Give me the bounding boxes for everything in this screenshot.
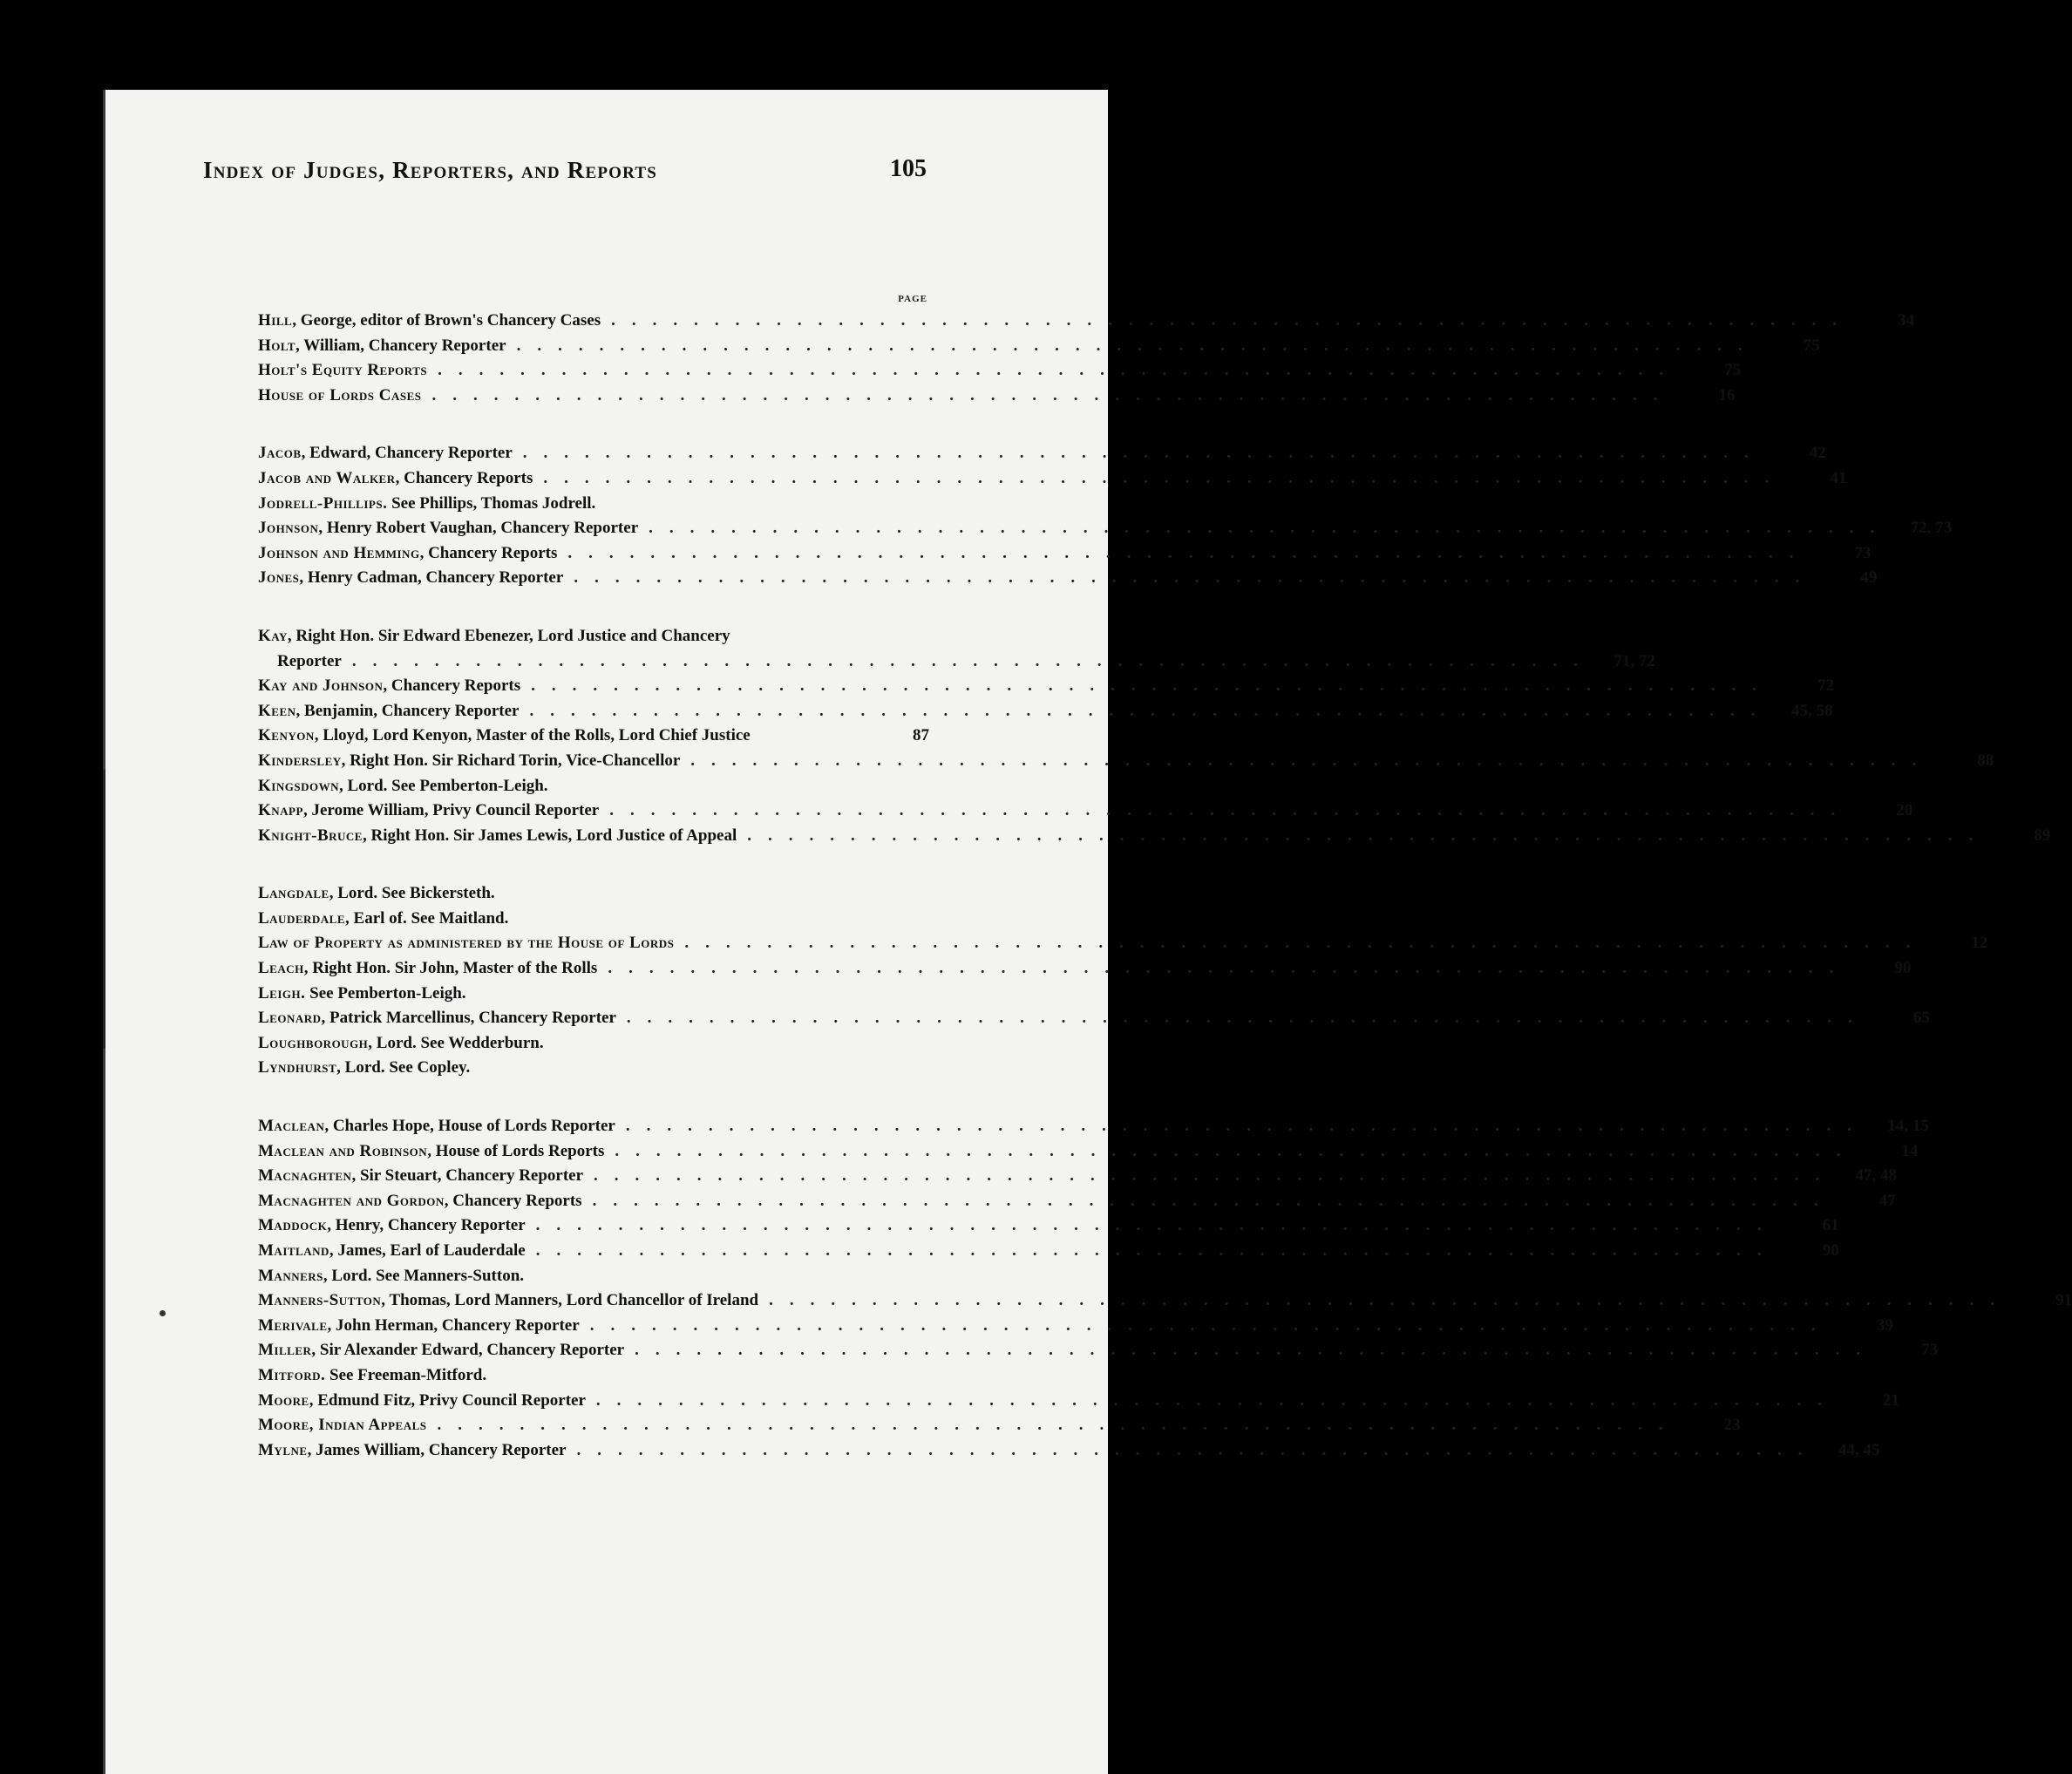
dot-leader: ............................................................ (769, 1291, 2012, 1310)
index-entry (258, 1031, 929, 1057)
index-entry (258, 674, 1835, 699)
entry-name: Kenyon (258, 726, 315, 745)
entry-name: Kay and Johnson (258, 676, 384, 696)
entry-description: , Sir Steuart, Chancery Reporter (351, 1166, 584, 1186)
entry-description: See Pemberton-Leigh. (305, 983, 466, 1003)
entry-text (258, 466, 533, 492)
entry-page: 47, 48 (1855, 1166, 1898, 1186)
entry-name: Knight-Bruce (258, 826, 363, 845)
dot-leader: ............................................................ (516, 336, 1759, 355)
entry-text (258, 309, 601, 334)
index-entry (258, 1338, 1939, 1363)
entry-description: , Henry Robert Vaughan, Chancery Reporter (318, 519, 639, 538)
index-entry (258, 1389, 1899, 1414)
index-group-h (258, 309, 1915, 408)
entry-name: Kay (258, 626, 288, 645)
running-header (203, 150, 927, 199)
entry-name: Keen (258, 701, 296, 720)
entry-page: 71, 72 (1613, 651, 1655, 670)
entry-name: Leigh. (258, 983, 306, 1003)
dot-leader: ............................................................ (535, 1216, 1778, 1235)
margin-dot (160, 1310, 166, 1316)
index-entry (258, 1189, 1896, 1214)
entry-name: Jacob (258, 444, 302, 463)
entry-text (258, 956, 597, 982)
index-entry (258, 516, 1953, 541)
entry-page: 90 (1822, 1241, 1839, 1260)
entry-description: , Jerome William, Privy Council Reporter (302, 801, 600, 820)
entry-text (258, 1264, 524, 1289)
entry-name: Manners-Sutton (258, 1291, 382, 1310)
dot-leader: ............................................................ (589, 1315, 1832, 1335)
index-entry (258, 1264, 929, 1289)
entry-name: Law of Property as administered by the House of Lords (258, 934, 675, 953)
entry-page: 90 (1894, 959, 1912, 978)
entry-name: Leonard (258, 1009, 322, 1028)
entry-page: 65 (1912, 1009, 1930, 1028)
index-entry (258, 1239, 1839, 1264)
index-entry (258, 881, 929, 907)
entry-text (258, 358, 427, 384)
entry-name: Johnson (258, 519, 319, 538)
entry-description: , Lord. See Manners-Sutton. (323, 1266, 525, 1285)
dot-leader: ............................................................ (592, 1191, 1835, 1210)
entry-page: 75 (1803, 336, 1820, 355)
entry-page: 14, 15 (1887, 1117, 1929, 1136)
entry-page: 87 (913, 726, 929, 745)
entry-description: , George, editor of Brown's Chancery Cases (292, 311, 601, 330)
dot-leader: ............................................................ (684, 934, 1927, 953)
index-entry (258, 309, 1915, 334)
entry-text (258, 624, 730, 649)
entry-text (258, 1139, 604, 1165)
entry-name: Loughborough (258, 1033, 369, 1052)
entry-description: , William, Chancery Reporter (296, 336, 506, 355)
entry-name: Knapp (258, 801, 303, 820)
index-entry (258, 1213, 1839, 1239)
entry-description: , Lord. See Bickersteth. (329, 884, 495, 903)
left-margin-mark (103, 770, 105, 1049)
entry-text (258, 799, 599, 824)
entry-text (258, 1006, 616, 1031)
entry-page: 45, 58 (1790, 701, 1833, 720)
entry-name: Langdale (258, 884, 329, 903)
dot-leader: ............................................................ (567, 543, 1810, 562)
entry-text (277, 649, 342, 675)
index-entry (258, 466, 1847, 492)
entry-page: 20 (1896, 801, 1913, 820)
entry-page: 88 (1977, 751, 1994, 770)
entry-page: 34 (1898, 311, 1915, 330)
dot-leader: ............................................................ (574, 568, 1817, 588)
index-group-j (258, 441, 1953, 591)
entry-name: Holt's Equity Reports (258, 361, 428, 380)
entry-name: Mitford. (258, 1365, 326, 1384)
entry-name: Jacob and Walker (258, 468, 396, 487)
entry-description: , Patrick Marcellinus, Chancery Reporter (321, 1009, 616, 1028)
entry-text (258, 824, 737, 849)
entry-description: , James, Earl of Lauderdale (329, 1241, 526, 1260)
entry-description: , John Herman, Chancery Reporter (327, 1315, 580, 1335)
entry-text (258, 1056, 470, 1081)
entry-page: 89 (2034, 826, 2051, 845)
index-entry (258, 1006, 1930, 1031)
dot-leader: ............................................................ (747, 826, 1990, 845)
page-title: Index of Judges, Reporters, and Reports (203, 157, 657, 183)
entry-text (258, 1031, 544, 1057)
entry-description: , Lord. See Pemberton-Leigh. (338, 776, 548, 795)
entry-page: 21 (1882, 1390, 1899, 1410)
entry-description: , Edmund Fitz, Privy Council Reporter (309, 1390, 586, 1410)
entry-text (258, 1438, 566, 1464)
entry-name: Kingsdown (258, 776, 339, 795)
entry-name: Miller (258, 1341, 312, 1360)
entry-description: , Lord. See Wedderburn. (368, 1033, 544, 1052)
dot-leader: ............................................................ (649, 519, 1892, 538)
entry-description: , Charles Hope, House of Lords Reporter (324, 1117, 615, 1136)
entry-text (258, 982, 466, 1007)
entry-page: 39 (1876, 1315, 1893, 1335)
entry-page: 91 (2055, 1291, 2072, 1310)
dot-leader: ............................................................ (608, 959, 1851, 978)
index-entry (258, 774, 929, 799)
entry-name: House of Lords Cases (258, 385, 422, 404)
index-entry (258, 1114, 1929, 1139)
entry-page: 72 (1817, 676, 1835, 696)
page-number: 105 (890, 155, 927, 182)
index-entry (258, 1413, 1741, 1438)
dot-leader: ............................................................ (437, 1416, 1680, 1435)
entry-name: Maddock (258, 1216, 328, 1235)
entry-name: Manners (258, 1266, 323, 1285)
index-entry (258, 384, 1736, 409)
dot-leader: ............................................................ (535, 1241, 1778, 1260)
index-entry (258, 334, 1820, 359)
index-entry (258, 799, 1913, 824)
index-entry (258, 441, 1826, 466)
entry-description: Reporter (277, 651, 342, 670)
entry-name: Hill (258, 311, 293, 330)
entry-description: , Right Hon. Sir John, Master of the Rolls (303, 959, 598, 978)
index-entry (258, 492, 929, 517)
dot-leader: ............................................................ (438, 361, 1681, 380)
entry-description: See Phillips, Thomas Jodrell. (387, 493, 596, 513)
entry-text (258, 1164, 583, 1189)
entry-description: , Chancery Reports (383, 676, 521, 696)
entry-description: , Thomas, Lord Manners, Lord Chancellor of Ireland (381, 1291, 759, 1310)
dot-leader: ............................................................ (609, 801, 1852, 820)
entry-text (258, 566, 563, 591)
index-entry (258, 956, 1912, 982)
entry-text (258, 749, 680, 774)
dot-leader: ............................................................ (625, 1117, 1868, 1136)
dot-leader: ............................................................ (595, 1390, 1838, 1410)
entry-name: Jodrell-Phillips. (258, 493, 388, 513)
dot-leader: ............................................................ (615, 1141, 1858, 1160)
page-column-label: PAGE (898, 294, 927, 304)
entry-text (258, 881, 495, 907)
dot-leader: ............................................................ (431, 385, 1675, 404)
entry-name: Moore (258, 1390, 309, 1410)
index-group-m (258, 1114, 2072, 1463)
entry-description: , Right Hon. Sir James Lewis, Lord Justice of Appeal (362, 826, 737, 845)
dot-leader: ............................................................ (690, 751, 1933, 770)
entry-name: Lyndhurst (258, 1058, 337, 1077)
dot-leader: ............................................................ (351, 651, 1594, 670)
entry-text (258, 1389, 586, 1414)
entry-text (258, 1189, 582, 1214)
entry-description: , Henry Cadman, Chancery Reporter (299, 568, 564, 588)
entry-page: 73 (1854, 543, 1872, 562)
entry-name: Macnaghten (258, 1166, 352, 1186)
entry-description: , House of Lords Reports (427, 1141, 605, 1160)
entry-name: Lauderdale (258, 908, 346, 928)
entry-name: Johnson and Hemming (258, 543, 420, 562)
index-entry (258, 1363, 929, 1389)
index-entry (258, 1139, 1919, 1165)
entry-description: , Lord. See Copley. (336, 1058, 471, 1077)
entry-description: , Sir Alexander Edward, Chancery Reporter (311, 1341, 625, 1360)
index-entry (258, 566, 1878, 591)
dot-leader: ............................................................ (531, 676, 1774, 696)
entry-page: 49 (1860, 568, 1878, 588)
entry-text (258, 516, 638, 541)
entry-page: 23 (1723, 1416, 1741, 1435)
index-entry (258, 1438, 1880, 1464)
entry-text (258, 907, 508, 932)
entry-text (258, 541, 557, 567)
entry-name: Maclean and Robinson (258, 1141, 428, 1160)
entry-text (258, 1239, 526, 1264)
entry-description: , Right Hon. Sir Edward Ebenezer, Lord Justice and Chancery (287, 626, 730, 645)
entry-name: Moore, Indian Appeals (258, 1416, 427, 1435)
index-entry (258, 824, 2051, 849)
index-entry (258, 931, 1988, 956)
entry-text (258, 1314, 580, 1339)
entry-name: Mylne (258, 1440, 308, 1459)
entry-description: , Earl of. See Maitland. (345, 908, 509, 928)
entry-name: Macnaghten and Gordon (258, 1191, 445, 1210)
dot-leader: ............................................................ (543, 468, 1786, 487)
entry-page: 41 (1830, 468, 1847, 487)
entry-description: , Lloyd, Lord Kenyon, Master of the Rolls, Lord Chief Justice (314, 726, 751, 745)
entry-name: Maclean (258, 1117, 325, 1136)
entry-page: 75 (1724, 361, 1742, 380)
index-entry (258, 907, 929, 932)
entry-text (258, 1114, 615, 1139)
entry-text (258, 1413, 427, 1438)
dot-leader: ............................................................ (635, 1341, 1878, 1360)
dot-leader: ............................................................ (594, 1166, 1837, 1186)
dot-leader: ............................................................ (522, 444, 1765, 463)
dot-leader: ............................................................ (626, 1009, 1869, 1028)
entry-name: Merivale (258, 1315, 328, 1335)
entry-text (258, 384, 422, 409)
entry-text (258, 334, 506, 359)
index-entry (258, 724, 929, 749)
entry-description: , James William, Chancery Reporter (307, 1440, 567, 1459)
entry-text (258, 774, 548, 799)
entry-text (258, 1288, 758, 1314)
entry-description: , Benjamin, Chancery Reporter (296, 701, 520, 720)
entry-page: 12 (1971, 934, 1988, 953)
entry-description: , Henry, Chancery Reporter (327, 1216, 526, 1235)
entry-text (258, 492, 595, 517)
index-entry (258, 1164, 1898, 1189)
entry-name: Jones (258, 568, 300, 588)
index-entry (258, 982, 929, 1007)
entry-page: 42 (1809, 444, 1826, 463)
index-entry (258, 1314, 1893, 1339)
index-entry (258, 624, 929, 649)
dot-leader: ............................................................ (611, 311, 1854, 330)
entry-name: Maitland (258, 1241, 329, 1260)
dot-leader: ............................................................ (576, 1440, 1819, 1459)
entry-text (258, 931, 674, 956)
entry-description: , Chancery Reports (419, 543, 558, 562)
index-entry (258, 541, 1872, 567)
index-group-k (258, 624, 2051, 848)
index-entry (258, 749, 1994, 774)
entry-page: 14 (1901, 1141, 1919, 1160)
entry-description: , Chancery Reports (395, 468, 533, 487)
entry-description: See Freeman-Mitford. (325, 1365, 487, 1384)
entry-text (258, 1338, 624, 1363)
index-list (258, 309, 2072, 1496)
entry-page: 72, 73 (1910, 519, 1953, 538)
entry-name: Kindersley (258, 751, 342, 770)
entry-text (258, 1213, 526, 1239)
entry-text (258, 699, 519, 724)
entry-page: 61 (1822, 1216, 1839, 1235)
index-entry (258, 699, 1833, 724)
entry-text (258, 724, 751, 749)
index-group-l (258, 881, 1988, 1081)
entry-name: Holt (258, 336, 296, 355)
index-entry (258, 649, 1655, 675)
entry-text (258, 1363, 486, 1389)
entry-page: 47 (1878, 1191, 1896, 1210)
entry-text (258, 441, 513, 466)
index-entry (258, 1056, 929, 1081)
dot-leader: ............................................................ (529, 701, 1772, 720)
entry-description: , Right Hon. Sir Richard Torin, Vice-Chancellor (341, 751, 681, 770)
entry-description: , Edward, Chancery Reporter (301, 444, 513, 463)
entry-name: Leach (258, 959, 304, 978)
entry-page: 73 (1921, 1341, 1939, 1360)
entry-page: 44, 45 (1838, 1440, 1880, 1459)
index-entry (258, 358, 1742, 384)
index-entry (258, 1288, 2072, 1314)
entry-text (258, 674, 520, 699)
entry-description: , Chancery Reports (444, 1191, 582, 1210)
entry-page: 16 (1718, 385, 1736, 404)
